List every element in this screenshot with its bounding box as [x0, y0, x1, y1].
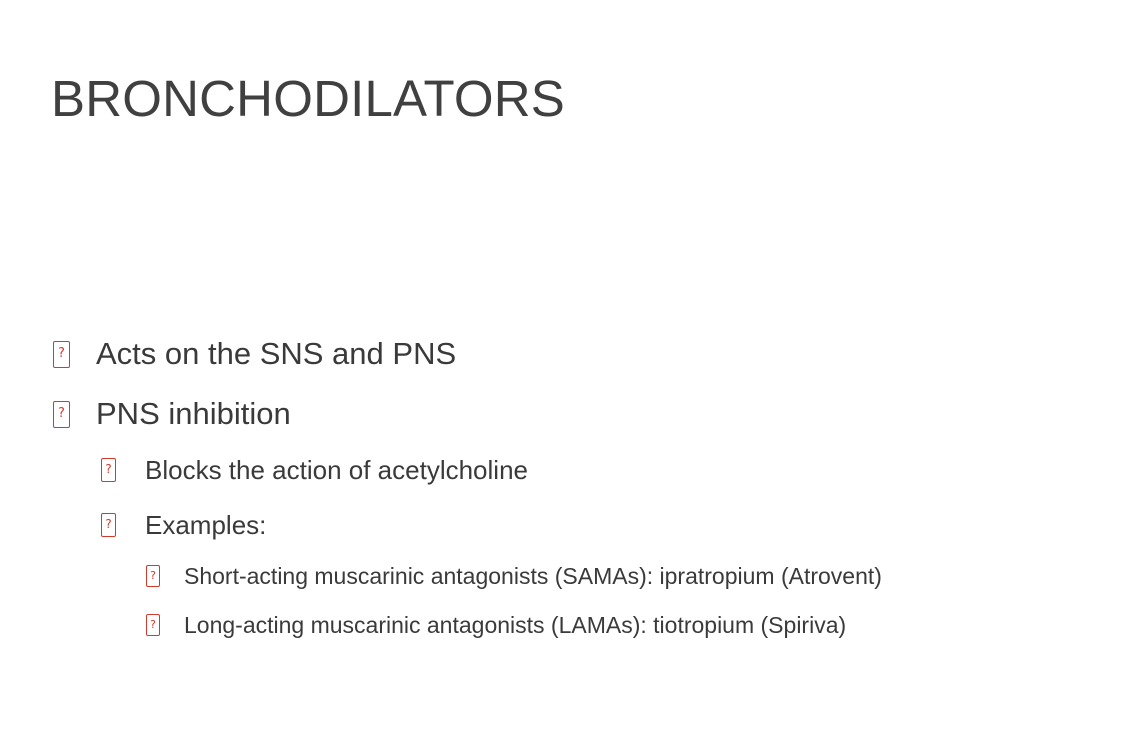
sub-sub-bullet-text: Short-acting muscarinic antagonists (SAMAs): ipratropium (Atrovent): [184, 562, 882, 589]
bullet-item: [53, 334, 456, 374]
sub-sub-bullet-text: Long-acting muscarinic antagonists (LAMAs): tiotropium (Spiriva): [184, 611, 847, 638]
sub-sub-bullet-item: [146, 561, 882, 591]
sub-bullet-item: [101, 453, 528, 487]
missing-glyph-bullet-icon: ?: [101, 458, 116, 482]
missing-glyph-bullet-icon: ?: [53, 401, 70, 428]
sub-bullet-text: Examples:: [145, 509, 267, 540]
missing-glyph-bullet-icon: ?: [101, 513, 116, 537]
bullet-item: [53, 394, 291, 434]
missing-glyph-bullet-icon: ?: [53, 341, 70, 368]
bullet-text: Acts on the SNS and PNS: [96, 336, 457, 371]
sub-sub-bullet-item: [146, 610, 846, 640]
slide-title: BRONCHODILATORS: [51, 70, 566, 127]
missing-glyph-bullet-icon: ?: [146, 614, 160, 636]
sub-bullet-text: Blocks the action of acetylcholine: [145, 454, 528, 485]
missing-glyph-bullet-icon: ?: [146, 565, 160, 587]
bullet-text: PNS inhibition: [96, 396, 291, 431]
sub-bullet-item: [101, 508, 266, 542]
